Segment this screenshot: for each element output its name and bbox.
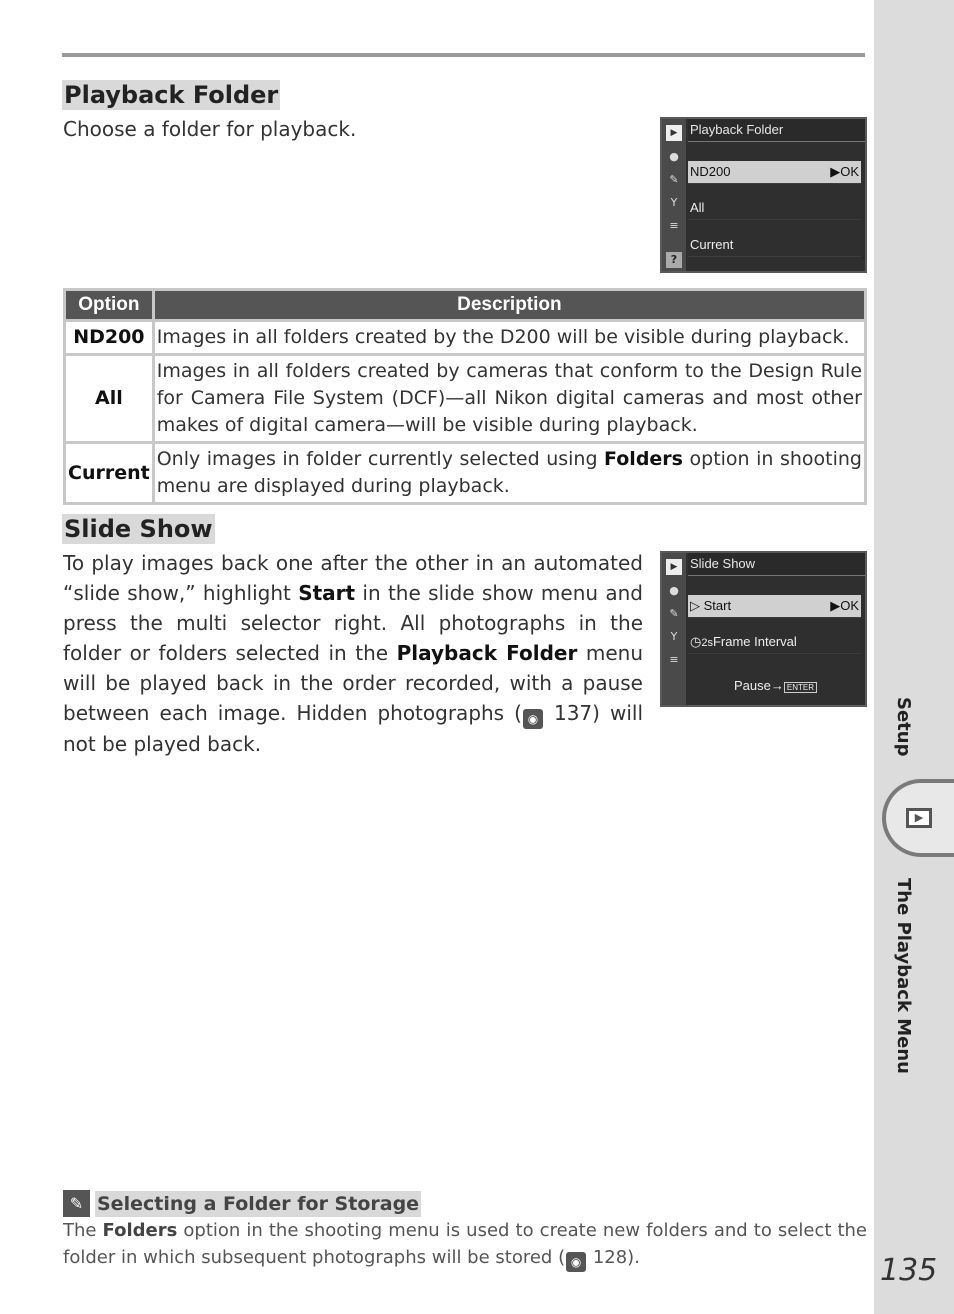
chapter-sidebar [874,0,954,1314]
text-run: in the slide show menu and press the multi selector right. All photographs in the folder or folders selected in the [63,581,644,665]
text-run: amera [204,387,274,409]
text-run: option in shooting menu are displayed during playback. [156,448,862,497]
description-cell [155,444,864,502]
play-outline-icon: ▷ [690,598,704,613]
text-run: esign Rule for [156,360,863,409]
menu-item-frame-interval[interactable] [688,631,861,654]
pencil-menu-icon: ✎ [669,607,679,620]
text-run: ile System (DCF)—all Nikon digital cameras and most other makes of digital camera—will be visible during playback. [156,387,862,436]
text-run: C [190,387,205,409]
menu-item-start[interactable] [688,595,861,618]
note-title: Selecting a Folder for Storage [97,1193,420,1215]
page-reference-icon: ◉ [566,1252,586,1272]
table-row [66,322,864,353]
menu-icon-column [662,553,686,705]
slide-show-body [63,548,643,759]
option-cell: ND200 [66,322,152,353]
section-title-playback-folder: Playback Folder [64,81,279,109]
chapter-tab [882,779,954,857]
menu-item-label: Start [703,598,732,613]
note-text [63,1217,867,1272]
ok-indicator: ▶OK [830,164,859,179]
interval-value: 2s [701,637,713,649]
text-run: 128). [587,1247,640,1268]
text-run: Images in all folders created by cameras that conform to the [156,360,749,382]
help-icon: ? [666,252,682,268]
playback-menu-icon: ▶ [666,559,682,575]
shooting-menu-icon: ● [669,150,679,163]
text-run: menu will be played back in the order recorded, with a pause between each image. Hidden photographs ( [63,641,643,725]
header-description: Description [155,291,864,319]
table-header-row [66,291,864,319]
playback-folder-intro: Choose a folder for playback. [63,117,357,141]
chapter-tab-inner [886,783,954,853]
shooting-menu-icon: ● [669,584,679,597]
screen-title: Slide Show [688,553,865,576]
menu-item-all[interactable]: All [688,197,861,220]
sidebar-label-chapter: The Playback Menu [893,878,914,1074]
recent-menu-icon: ≡ [669,653,679,666]
table-row [66,356,864,441]
bold-term: Start [298,581,356,605]
slide-show-screen [660,551,867,707]
pencil-note-icon: ✎ [63,1190,90,1217]
menu-icon-column [662,119,686,271]
menu-item-nd200[interactable] [688,161,861,184]
enter-button-icon: ENTER [784,682,817,693]
text-run: 137) will not be played back. [63,701,643,756]
option-cell: Current [66,444,152,502]
sidebar-label-setup: Setup [893,697,914,757]
page-reference-icon: ◉ [523,709,543,729]
playback-icon: ▶ [906,808,932,828]
top-rule [62,53,865,57]
playback-folder-screen [660,117,867,273]
header-option: Option [66,291,152,319]
text-run: Only images in folder currently selected using [156,448,605,470]
menu-item-label: ND200 [690,164,731,179]
page-number: 135 [880,1253,938,1288]
text-run: D [748,360,764,382]
menu-item-current[interactable]: Current [688,234,861,257]
menu-item-label: Frame Interval [712,634,797,649]
table-row [66,444,864,502]
text-run: F [273,387,283,409]
setup-menu-icon: Y [670,196,678,209]
text-run: option in the shooting menu is used to create new folders and to select the folder in which subsequent photographs will be stored ( [63,1220,867,1268]
options-table [63,288,867,505]
playback-menu-icon: ▶ [666,125,682,141]
description-cell [155,356,864,441]
section-title-slide-show: Slide Show [64,515,213,543]
description-cell: Images in all folders created by the D200 will be visible during playback. [155,322,864,353]
pause-label: Pause→ [734,678,784,693]
text-run: To play images back one after the other in an automated “slide show,” highlight [63,551,643,605]
pencil-menu-icon: ✎ [669,173,679,186]
ok-indicator: ▶OK [830,598,859,613]
bold-term: Folders [102,1220,178,1241]
recent-menu-icon: ≡ [669,219,679,232]
setup-menu-icon: Y [670,630,678,643]
text-run: The [63,1220,103,1241]
option-cell: All [66,356,152,441]
timer-icon: ◷ [690,634,702,649]
bold-term: Playback Folder [396,641,578,665]
bold-term: Folders [604,448,683,470]
pause-hint [688,675,861,697]
screen-title: Playback Folder [688,119,865,142]
